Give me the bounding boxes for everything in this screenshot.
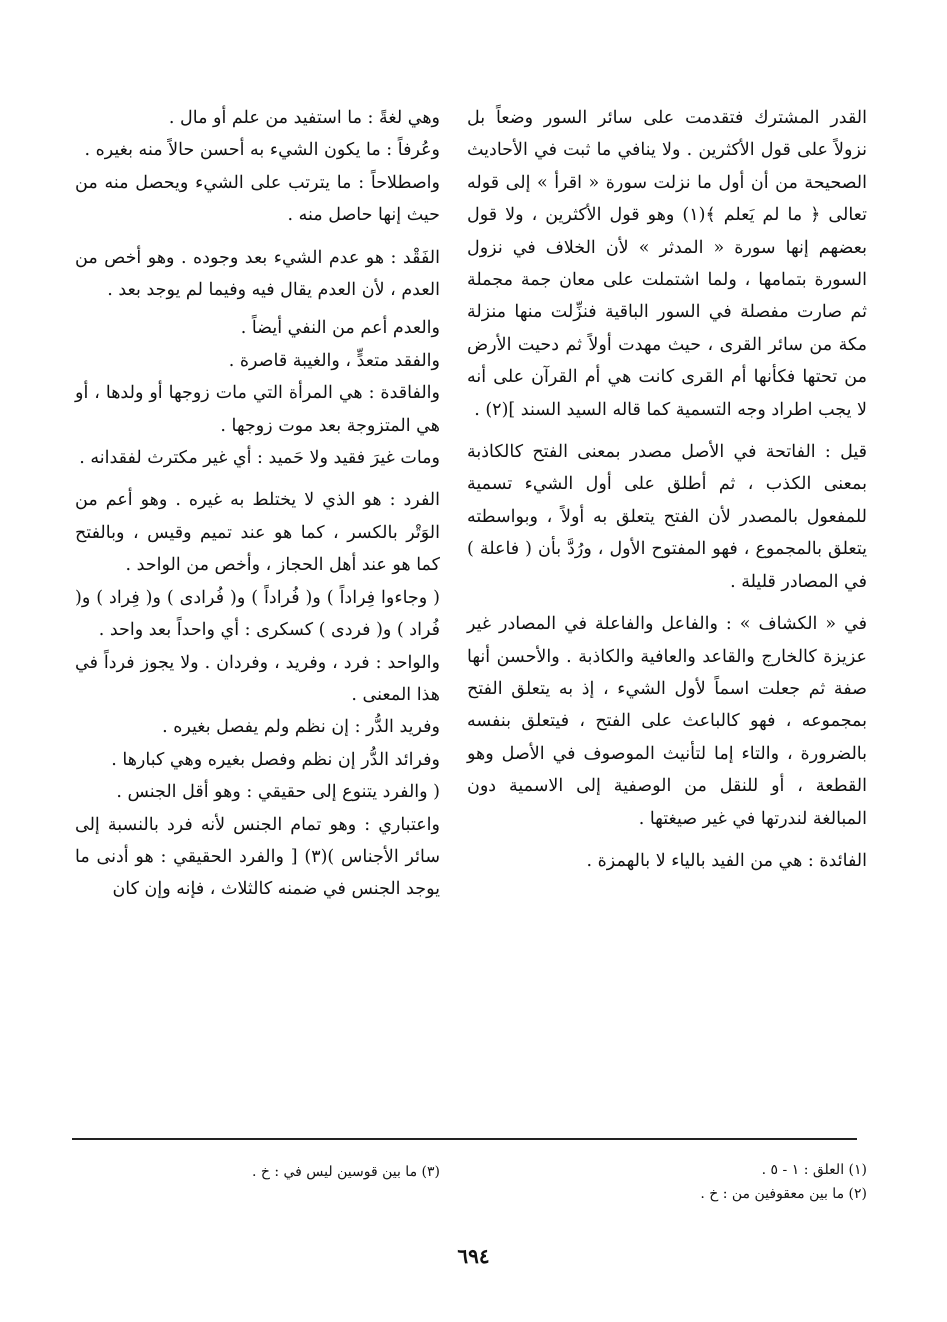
paragraph-adam: والعدم أعم من النفي أيضاً . <box>240 318 440 339</box>
paragraph-faqida: والفاقدة : هي المرأة التي مات زوجها أو ولدها ، أو هي المتزوجة بعد موت زوجها . <box>75 383 440 436</box>
footnotes-right <box>487 1158 867 1206</box>
paragraph-itibari: واعتباري : وهو تمام الجنس لأنه فرد بالنسبة إلى سائر الأجناس )(٣) [ والفرد الحقيقي : هو أدنى ما يوجد الجنس في ضمنه كالثلاث ، فإنه وإن كان <box>75 814 441 900</box>
footnote-1: (١) العلق : ١ - ٥ . <box>761 1162 867 1178</box>
paragraph-fard: الفرد : هو الذي لا يختلط به غيره . وهو أعم من الوَتْر بالكسر ، كما هو عند تميم وقيس ، وبالفتح كما هو عند أهل الحجاز ، وأخص من الواحد . <box>75 490 440 576</box>
left-column <box>75 102 440 906</box>
footnotes-left <box>75 1160 440 1184</box>
paragraph-fatiha-meaning: قيل : الفاتحة في الأصل مصدر بمعنى الفتح كالكاذبة بمعنى الكذب ، ثم أطلق على أول الشيء تسمية للمفعول بالمصدر لأن الفتح يتعلق به أولاً ، وبواسطته يتعلق بالمجموع ، فهو المفتوح الأول ، ورُدَّ بأن ( فاعلة ) في المصادر قليلة . <box>467 442 867 592</box>
paragraph-surah-order: القدر المشترك فتقدمت على سائر السور وضعاً بل نزولاً على قول الأكثرين . ولا ينافي ما ثبت في الأحاديث الصحيحة من أن أول ما نزلت سورة « اقرأ » إلى قوله تعالى ﴿ ما لم يَعلم ﴾(١) وهو قول الأكثرين ، ولا قول بعضهم إنها سورة « المدثر » لأن الخلاف في نزول السورة بتمامها ، ولما اشتملت على معان جمة مجملة ثم صارت مفصلة في السور الباقية فنزِّلت منها منزلة مكة من سائر القرى ، حيث مهدت أولاً ثم دحيت الأرض من تحتها فكأنها أم القرى كانت هي أم القرآن على أنه لا يجب اطراد وجه التسمية كما قاله السيد السند ](٢) . <box>467 108 867 420</box>
footnote-3: (٣) ما بين قوسين ليس في : خ . <box>251 1164 440 1180</box>
footnote-separator <box>72 1138 857 1140</box>
paragraph-faida: الفائدة : هي من الفيد بالياء لا بالهمزة . <box>586 850 867 871</box>
paragraph-faqd: الفَقْد : هو عدم الشيء بعد وجوده . وهو أخص من العدم ، لأن العدم يقال فيه وفيما لم يوجد بعد . <box>75 247 440 301</box>
paragraph-faraid-durr: وفرائد الدُّر إن نظم وفصل بغيره وهي كبارها . <box>111 749 440 770</box>
paragraph-faida-urf: وعُرفاً : ما يكون الشيء به أحسن حالاً منه بغيره . <box>84 140 440 161</box>
paragraph-faqd-mutaaddi: والفقد متعدٍّ ، والغيبة قاصرة . <box>228 350 440 371</box>
paragraph-faida-lugha: وهي لغةً : ما استفيد من علم أو مال . <box>168 108 440 128</box>
footnote-2: (٢) ما بين معقوفين من : خ . <box>700 1186 867 1202</box>
paragraph-wahid: والواحد : فرد ، وفريد ، وفردان . ولا يجوز فرداً في هذا المعنى . <box>75 652 440 705</box>
paragraph-faida-istilah: واصطلاحاً : ما يترتب على الشيء ويحصل منه من حيث إنها حاصل منه . <box>75 172 440 226</box>
page-number: ٦٩٤ <box>457 1244 490 1268</box>
paragraph-farid-durr: وفريد الدُّر : إن نظم ولم يفصل بغيره . <box>162 717 440 738</box>
paragraph-furada: ( وجاءوا فِراداً ) و( فُراداً ) و( فُرادى ) و( فِراد ) و( فُراد ) و( فردى ) كسكرى : أي واحداً بعد واحد . <box>75 587 440 641</box>
paragraph-fard-haqiqi: ( والفرد يتنوع إلى حقيقي : وهو أقل الجنس . <box>116 782 440 803</box>
paragraph-ghayr-faqid: ومات غيرَ فقيد ولا حَميد : أي غير مكترث لفقدانه . <box>79 448 440 469</box>
paragraph-kashshaf: في « الكشاف » : والفاعل والفاعلة في المصادر غير عزيزة كالخارج والقاعد والعافية والكاذبة . والأحسن أنها صفة ثم جعلت اسماً لأول الشيء ، إذ به يتعلق الفتح بمجموعه ، فهو كالباعث على الفتح ، فيتعلق بنفسه بالضرورة ، والتاء إما لتأنيث الموصوف في الأصل وهو القطعة ، أو للنقل من الوصفية إلى الاسمية دون المبالغة لندرتها في غير صيغتها . <box>467 614 867 829</box>
right-column <box>467 102 867 877</box>
